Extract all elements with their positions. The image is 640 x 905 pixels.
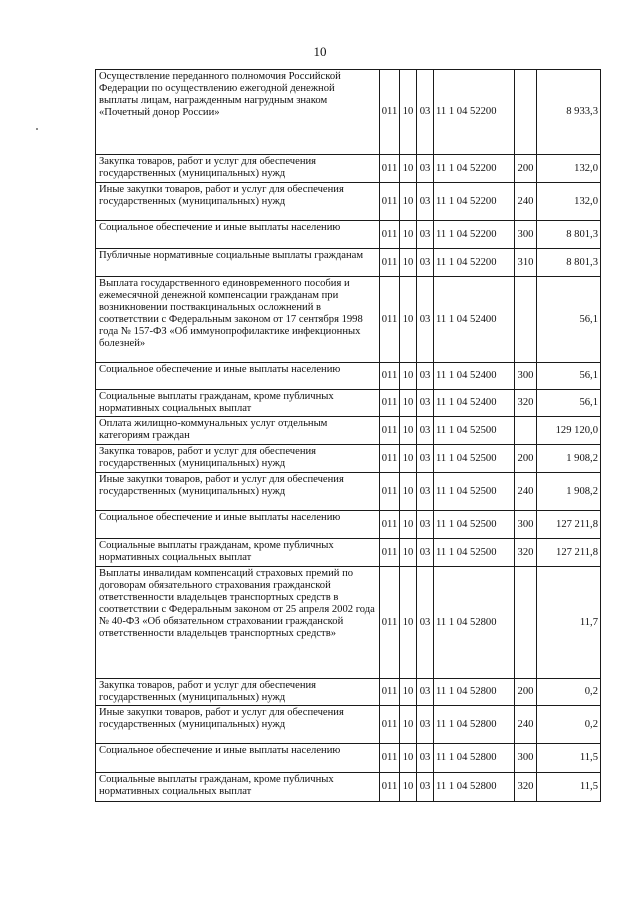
row-target-article-code: 11 1 04 52400	[434, 390, 515, 417]
row-ministry-code: 011	[380, 706, 400, 744]
row-expense-type-code: 310	[515, 249, 537, 277]
row-amount: 11,5	[537, 773, 601, 802]
row-subsection-code: 03	[417, 539, 434, 567]
row-target-article-code: 11 1 04 52500	[434, 473, 515, 511]
row-subsection-code: 03	[417, 363, 434, 390]
table-row	[96, 679, 601, 706]
row-amount: 132,0	[537, 183, 601, 221]
row-section-code: 10	[400, 70, 417, 155]
row-name: Социальное обеспечение и иные выплаты населению	[96, 511, 380, 539]
row-ministry-code: 011	[380, 539, 400, 567]
row-target-article-code: 11 1 04 52200	[434, 221, 515, 249]
row-expense-type-code	[515, 70, 537, 155]
table-row	[96, 706, 601, 744]
row-amount: 11,5	[537, 744, 601, 773]
row-name: Осуществление переданного полномочия Российской Федерации по осуществлению ежегодной денежной выплаты лицам, награжденным нагрудным знаком «Почетный донор России»	[96, 70, 380, 155]
row-subsection-code: 03	[417, 679, 434, 706]
row-expense-type-code: 300	[515, 221, 537, 249]
row-name: Иные закупки товаров, работ и услуг для обеспечения государственных (муниципальных) нужд	[96, 183, 380, 221]
row-name: Социальное обеспечение и иные выплаты населению	[96, 363, 380, 390]
table-row	[96, 155, 601, 183]
table-row	[96, 473, 601, 511]
row-subsection-code: 03	[417, 744, 434, 773]
row-expense-type-code: 320	[515, 539, 537, 567]
row-target-article-code: 11 1 04 52500	[434, 539, 515, 567]
row-subsection-code: 03	[417, 249, 434, 277]
row-section-code: 10	[400, 473, 417, 511]
row-target-article-code: 11 1 04 52200	[434, 183, 515, 221]
row-ministry-code: 011	[380, 511, 400, 539]
row-target-article-code: 11 1 04 52800	[434, 706, 515, 744]
row-amount: 11,7	[537, 567, 601, 679]
row-name: Социальные выплаты гражданам, кроме публичных нормативных социальных выплат	[96, 390, 380, 417]
row-amount: 1 908,2	[537, 445, 601, 473]
row-target-article-code: 11 1 04 52500	[434, 511, 515, 539]
row-amount: 8 801,3	[537, 221, 601, 249]
row-name: Выплата государственного единовременного пособия и ежемесячной денежной компенсации гражданам при возникновении поствакцинальных осложнений в соответствии с Федеральным законом от 17 сентября 1998 года № 157-ФЗ «Об иммунопрофилактике инфекционных болезней»	[96, 277, 380, 363]
row-section-code: 10	[400, 706, 417, 744]
row-target-article-code: 11 1 04 52200	[434, 155, 515, 183]
table-row	[96, 511, 601, 539]
row-section-code: 10	[400, 679, 417, 706]
row-name: Иные закупки товаров, работ и услуг для обеспечения государственных (муниципальных) нужд	[96, 706, 380, 744]
row-amount: 8 933,3	[537, 70, 601, 155]
row-name: Публичные нормативные социальные выплаты гражданам	[96, 249, 380, 277]
table-row	[96, 70, 601, 155]
row-expense-type-code: 300	[515, 363, 537, 390]
table-row	[96, 567, 601, 679]
table-row	[96, 363, 601, 390]
table-row	[96, 445, 601, 473]
row-amount: 56,1	[537, 390, 601, 417]
row-ministry-code: 011	[380, 363, 400, 390]
row-expense-type-code: 320	[515, 773, 537, 802]
row-expense-type-code: 200	[515, 679, 537, 706]
row-subsection-code: 03	[417, 567, 434, 679]
table-row	[96, 221, 601, 249]
row-ministry-code: 011	[380, 277, 400, 363]
row-target-article-code: 11 1 04 52200	[434, 70, 515, 155]
row-section-code: 10	[400, 539, 417, 567]
row-target-article-code: 11 1 04 52800	[434, 567, 515, 679]
row-ministry-code: 011	[380, 155, 400, 183]
row-name: Иные закупки товаров, работ и услуг для обеспечения государственных (муниципальных) нужд	[96, 473, 380, 511]
row-subsection-code: 03	[417, 183, 434, 221]
table-row	[96, 249, 601, 277]
row-section-code: 10	[400, 445, 417, 473]
row-section-code: 10	[400, 744, 417, 773]
row-amount: 1 908,2	[537, 473, 601, 511]
row-amount: 56,1	[537, 277, 601, 363]
row-target-article-code: 11 1 04 52400	[434, 277, 515, 363]
row-subsection-code: 03	[417, 277, 434, 363]
row-target-article-code: 11 1 04 52500	[434, 445, 515, 473]
row-ministry-code: 011	[380, 773, 400, 802]
row-expense-type-code	[515, 277, 537, 363]
row-amount: 127 211,8	[537, 539, 601, 567]
row-ministry-code: 011	[380, 183, 400, 221]
row-ministry-code: 011	[380, 249, 400, 277]
row-name: Оплата жилищно-коммунальных услуг отдельным категориям граждан	[96, 417, 380, 445]
row-ministry-code: 011	[380, 445, 400, 473]
row-expense-type-code: 240	[515, 706, 537, 744]
row-amount: 129 120,0	[537, 417, 601, 445]
row-section-code: 10	[400, 363, 417, 390]
row-expense-type-code: 240	[515, 473, 537, 511]
row-name: Закупка товаров, работ и услуг для обеспечения государственных (муниципальных) нужд	[96, 155, 380, 183]
row-ministry-code: 011	[380, 679, 400, 706]
row-section-code: 10	[400, 183, 417, 221]
row-target-article-code: 11 1 04 52400	[434, 363, 515, 390]
row-ministry-code: 011	[380, 567, 400, 679]
row-subsection-code: 03	[417, 473, 434, 511]
row-section-code: 10	[400, 511, 417, 539]
table-row	[96, 417, 601, 445]
row-name: Закупка товаров, работ и услуг для обеспечения государственных (муниципальных) нужд	[96, 445, 380, 473]
row-subsection-code: 03	[417, 773, 434, 802]
row-ministry-code: 011	[380, 417, 400, 445]
page-number: 10	[313, 44, 327, 59]
row-subsection-code: 03	[417, 445, 434, 473]
row-target-article-code: 11 1 04 52800	[434, 744, 515, 773]
row-section-code: 10	[400, 390, 417, 417]
row-ministry-code: 011	[380, 473, 400, 511]
row-expense-type-code: 200	[515, 445, 537, 473]
row-subsection-code: 03	[417, 511, 434, 539]
row-expense-type-code	[515, 567, 537, 679]
row-expense-type-code: 300	[515, 511, 537, 539]
row-section-code: 10	[400, 417, 417, 445]
table-row	[96, 277, 601, 363]
row-amount: 8 801,3	[537, 249, 601, 277]
row-name: Социальное обеспечение и иные выплаты населению	[96, 221, 380, 249]
table-row	[96, 390, 601, 417]
row-target-article-code: 11 1 04 52500	[434, 417, 515, 445]
row-subsection-code: 03	[417, 706, 434, 744]
row-section-code: 10	[400, 249, 417, 277]
row-expense-type-code: 300	[515, 744, 537, 773]
row-ministry-code: 011	[380, 70, 400, 155]
row-name: Выплаты инвалидам компенсаций страховых премий по договорам обязательного страхования гражданской ответственности владельцев транспортных средств в соответствии с Федеральным законом от 25 апреля 2002 года № 40-ФЗ «Об обязательном страховании гражданской ответственности владельцев транспортных средств»	[96, 567, 380, 679]
budget-table-body	[96, 70, 601, 802]
row-expense-type-code	[515, 417, 537, 445]
row-subsection-code: 03	[417, 155, 434, 183]
row-section-code: 10	[400, 277, 417, 363]
row-ministry-code: 011	[380, 390, 400, 417]
row-subsection-code: 03	[417, 390, 434, 417]
row-amount: 56,1	[537, 363, 601, 390]
row-section-code: 10	[400, 773, 417, 802]
table-row	[96, 539, 601, 567]
row-subsection-code: 03	[417, 70, 434, 155]
row-section-code: 10	[400, 567, 417, 679]
row-amount: 0,2	[537, 679, 601, 706]
row-subsection-code: 03	[417, 221, 434, 249]
budget-table	[95, 69, 601, 802]
row-ministry-code: 011	[380, 744, 400, 773]
row-name: Социальное обеспечение и иные выплаты населению	[96, 744, 380, 773]
row-target-article-code: 11 1 04 52800	[434, 679, 515, 706]
table-row	[96, 744, 601, 773]
row-section-code: 10	[400, 155, 417, 183]
row-expense-type-code: 240	[515, 183, 537, 221]
row-section-code: 10	[400, 221, 417, 249]
row-name: Социальные выплаты гражданам, кроме публичных нормативных социальных выплат	[96, 539, 380, 567]
scan-speck	[36, 128, 38, 130]
row-subsection-code: 03	[417, 417, 434, 445]
row-expense-type-code: 320	[515, 390, 537, 417]
row-name: Социальные выплаты гражданам, кроме публичных нормативных социальных выплат	[96, 773, 380, 802]
table-row	[96, 183, 601, 221]
row-amount: 127 211,8	[537, 511, 601, 539]
row-target-article-code: 11 1 04 52200	[434, 249, 515, 277]
row-amount: 132,0	[537, 155, 601, 183]
row-amount: 0,2	[537, 706, 601, 744]
row-target-article-code: 11 1 04 52800	[434, 773, 515, 802]
row-name: Закупка товаров, работ и услуг для обеспечения государственных (муниципальных) нужд	[96, 679, 380, 706]
table-row	[96, 773, 601, 802]
row-expense-type-code: 200	[515, 155, 537, 183]
row-ministry-code: 011	[380, 221, 400, 249]
